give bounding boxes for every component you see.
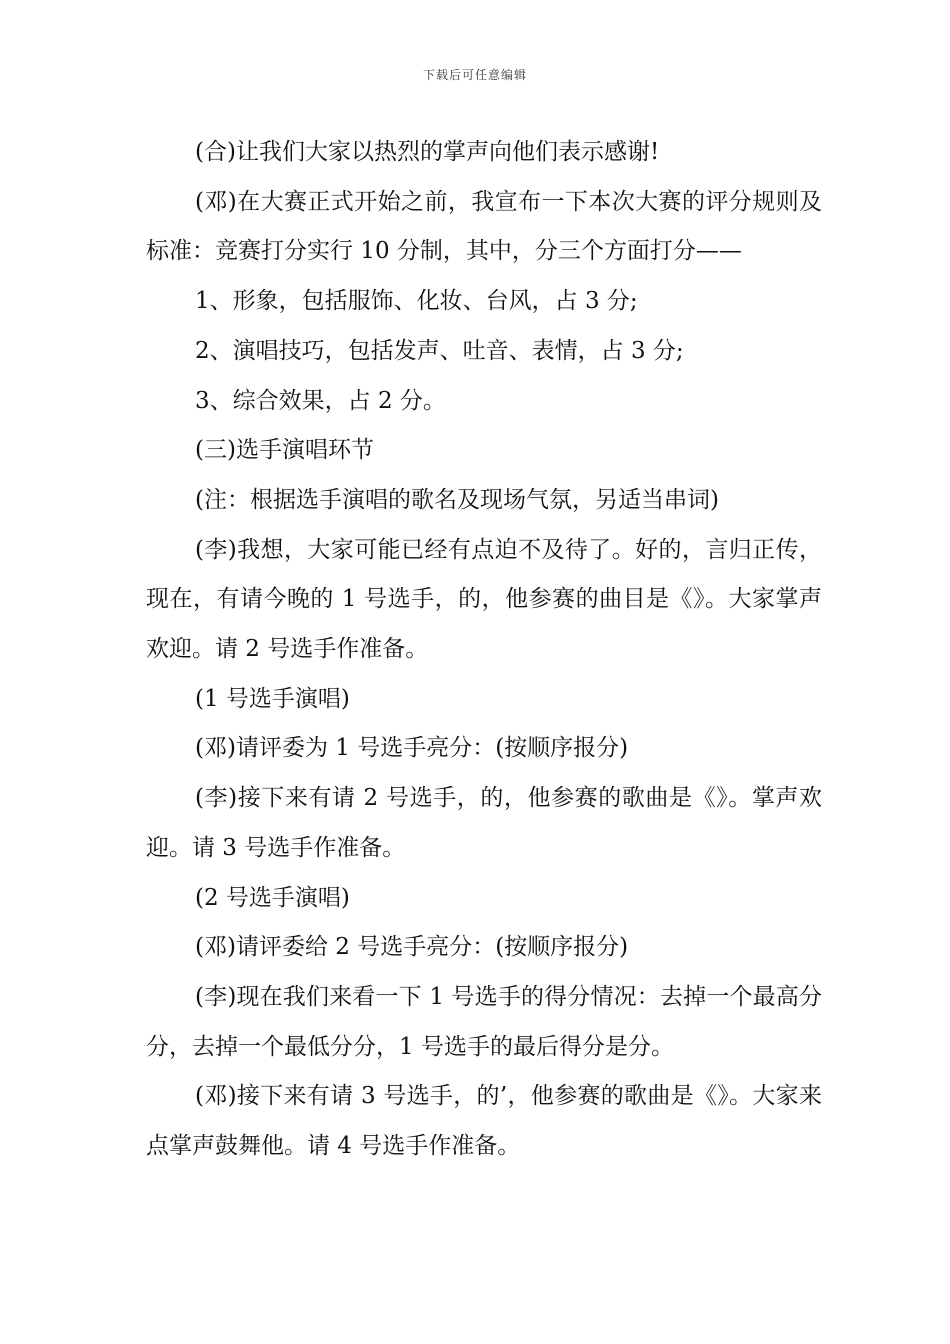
- paragraph-contestant-1-sings: (1 号选手演唱): [195, 685, 350, 712]
- paragraph-contestant-3-intro: (邓)接下来有请 3 号选手，的’，他参赛的歌曲是《》。大家来点掌声鼓舞他。请 4 号选手作准备。: [146, 1083, 822, 1160]
- paragraph-scoring-rules: (邓)在大赛正式开始之前，我宣布一下本次大赛的评分规则及标准：竞赛打分实行 10 分制，其中，分三个方面打分——: [146, 188, 822, 265]
- paragraph-rule-image: 1、形象，包括服饰、化妆、台风，占 3 分;: [195, 288, 638, 315]
- paragraph-note: (注：根据选手演唱的歌名及现场气氛，另适当串词): [195, 486, 719, 513]
- paragraph-rule-technique: 2、演唱技巧，包括发声、吐音、表情，占 3 分;: [195, 337, 684, 364]
- section-heading-singing: (三)选手演唱环节: [195, 437, 374, 464]
- paragraph-rule-overall: 3、综合效果，占 2 分。: [195, 387, 446, 414]
- paragraph-contestant-1-intro: (李)我想，大家可能已经有点迫不及待了。好的，言归正传，现在，有请今晚的 1 号选手，的，他参赛的曲目是《》。大家掌声欢迎。请 2 号选手作准备。: [146, 536, 822, 663]
- page-header: 下载后可任意编辑: [422, 68, 527, 82]
- paragraph-contestant-1-score: (邓)请评委为 1 号选手亮分：(按顺序报分): [195, 735, 629, 762]
- document-body: [146, 128, 822, 1172]
- paragraph-thanks: (合)让我们大家以热烈的掌声向他们表示感谢!: [195, 139, 660, 165]
- paragraph-contestant-2-sings: (2 号选手演唱): [195, 884, 350, 911]
- paragraph-contestant-1-result: (李)现在我们来看一下 1 号选手的得分情况：去掉一个最高分分，去掉一个最低分分，1 号选手的最后得分是分。: [146, 983, 822, 1060]
- paragraph-contestant-2-intro: (李)接下来有请 2 号选手，的，他参赛的歌曲是《》。掌声欢迎。请 3 号选手作准备。: [146, 785, 822, 861]
- paragraph-contestant-2-score: (邓)请评委给 2 号选手亮分：(按顺序报分): [195, 934, 629, 961]
